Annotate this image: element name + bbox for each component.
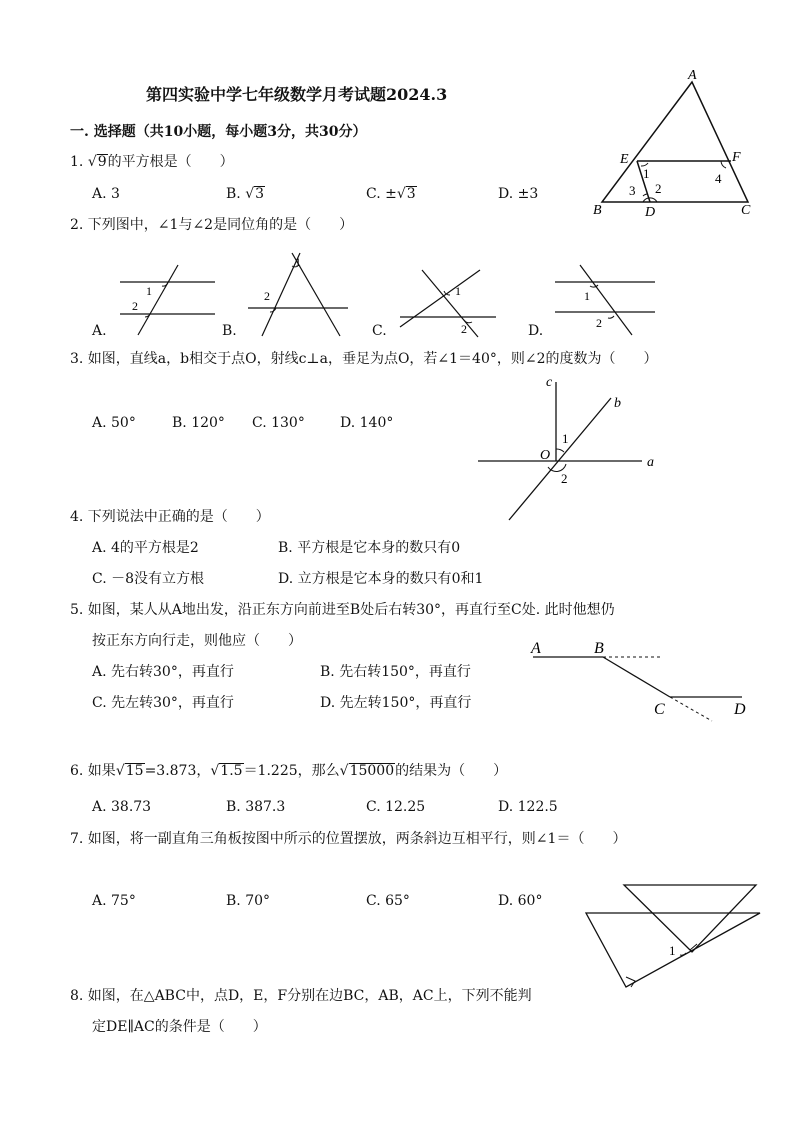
q4-stem: 4. 下列说法中正确的是（ ）: [70, 509, 270, 525]
q3-option-b: B. 120°: [172, 415, 225, 431]
q3-option-c: C. 130°: [252, 415, 305, 431]
svg-text:C: C: [654, 701, 665, 718]
svg-text:1: 1: [295, 255, 301, 269]
page-title: 第四实验中学七年级数学月考试题2024.3: [146, 85, 448, 104]
q8-stem-line1: 8. 如图，在△ABC中，点D，E，F分别在边BC，AB，AC上，下列不能判: [70, 988, 532, 1004]
q7-stem: 7. 如图，将一副直角三角板按图中所示的位置摆放，两条斜边互相平行，则∠1＝（ ）: [70, 831, 627, 847]
section-heading: 一. 选择题（共10小题，每小题3分，共30分）: [70, 124, 367, 140]
label-F: F: [732, 150, 741, 165]
q2-label-c: C.: [372, 323, 387, 339]
label-B: B: [593, 203, 602, 218]
svg-text:2: 2: [596, 316, 602, 330]
q7-option-a: A. 75°: [92, 893, 136, 909]
svg-text:A: A: [531, 640, 541, 657]
label-D: D: [645, 205, 656, 220]
q6-option-a: A. 38.73: [92, 799, 152, 815]
q2-figure-a: [110, 260, 230, 340]
q2-figure-c: [394, 265, 504, 340]
angle-4: 4: [715, 171, 722, 186]
svg-text:D: D: [734, 701, 746, 718]
q4-option-c: C. －8没有立方根: [92, 571, 205, 587]
q7-option-b: B. 70°: [226, 893, 271, 909]
svg-text:1: 1: [584, 289, 590, 303]
q5-stem-line2: 按正东方向行走，则他应（ ）: [92, 633, 302, 649]
q1-option-d: D. ±3: [498, 186, 539, 202]
svg-text:1: 1: [562, 431, 569, 446]
svg-text:2: 2: [132, 299, 138, 313]
q5-option-b: B. 先右转150°，再直行: [320, 664, 471, 680]
q7-figure: [584, 880, 764, 990]
q2-label-d: D.: [528, 323, 544, 339]
q2-label-a: A.: [92, 323, 107, 339]
svg-text:1: 1: [146, 284, 152, 298]
svg-text:O: O: [540, 448, 551, 463]
q5-option-a: A. 先右转30°，再直行: [92, 664, 234, 680]
q3-option-d: D. 140°: [340, 415, 394, 431]
svg-text:b: b: [614, 396, 621, 411]
svg-text:a: a: [647, 455, 654, 470]
q3-stem: 3. 如图，直线a，b相交于点O，射线c⊥a，垂足为点O，若∠1＝40°，则∠2的度数为（ ）: [70, 351, 658, 367]
angle-3: 3: [629, 183, 636, 198]
q2-figure-b: [240, 248, 360, 343]
svg-text:c: c: [546, 375, 553, 390]
q3-figure: [476, 372, 676, 527]
q1-option-c: C. ±√3: [366, 186, 416, 202]
q4-option-a: A. 4的平方根是2: [92, 540, 199, 556]
q6-option-b: B. 387.3: [226, 799, 286, 815]
q1-stem-text: 的平方根是（ ）: [107, 154, 234, 170]
q4-option-b: B. 平方根是它本身的数只有0: [278, 540, 461, 556]
q2-stem: 2. 下列图中，∠1与∠2是同位角的是（ ）: [70, 217, 354, 233]
q8-stem-line2: 定DE∥AC的条件是（ ）: [92, 1019, 267, 1035]
label-A: A: [688, 68, 697, 83]
q7-option-d: D. 60°: [498, 893, 543, 909]
q3-option-a: A. 50°: [92, 415, 136, 431]
q5-option-c: C. 先左转30°，再直行: [92, 695, 234, 711]
angle-2: 2: [655, 181, 662, 196]
q6-option-c: C. 12.25: [366, 799, 426, 815]
q1-stem: 1. √9的平方根是（ ）: [70, 154, 234, 170]
q2-figure-d: [550, 260, 660, 340]
svg-text:B: B: [594, 640, 604, 657]
label-E: E: [620, 152, 629, 167]
svg-text:2: 2: [561, 471, 568, 486]
svg-text:2: 2: [264, 289, 270, 303]
q2-label-b: B.: [222, 323, 237, 339]
label-C: C: [741, 203, 751, 218]
q5-figure: [528, 636, 758, 728]
q6-option-d: D. 122.5: [498, 799, 558, 815]
q1-radicand: 9: [97, 154, 107, 170]
q7-option-c: C. 65°: [366, 893, 410, 909]
angle-1: 1: [643, 166, 650, 181]
svg-text:1: 1: [455, 284, 461, 298]
q5-stem-line1: 5. 如图，某人从A地出发，沿正东方向前进至B处后右转30°，再直行至C处. 此时他想仍: [70, 602, 615, 618]
q4-option-d: D. 立方根是它本身的数只有0和1: [278, 571, 484, 587]
q1-option-a: A. 3: [92, 186, 120, 202]
q5-option-d: D. 先左转150°，再直行: [320, 695, 472, 711]
svg-text:1: 1: [669, 943, 676, 958]
triangle-abc-figure: [588, 66, 768, 226]
q1-number: 1.: [70, 154, 84, 170]
q6-stem: 6. 如果√15=3.873，√1.5＝1.225，那么√15000的结果为（ ）: [70, 763, 508, 779]
svg-text:2: 2: [461, 322, 467, 336]
q1-option-b: B. √3: [226, 186, 265, 202]
